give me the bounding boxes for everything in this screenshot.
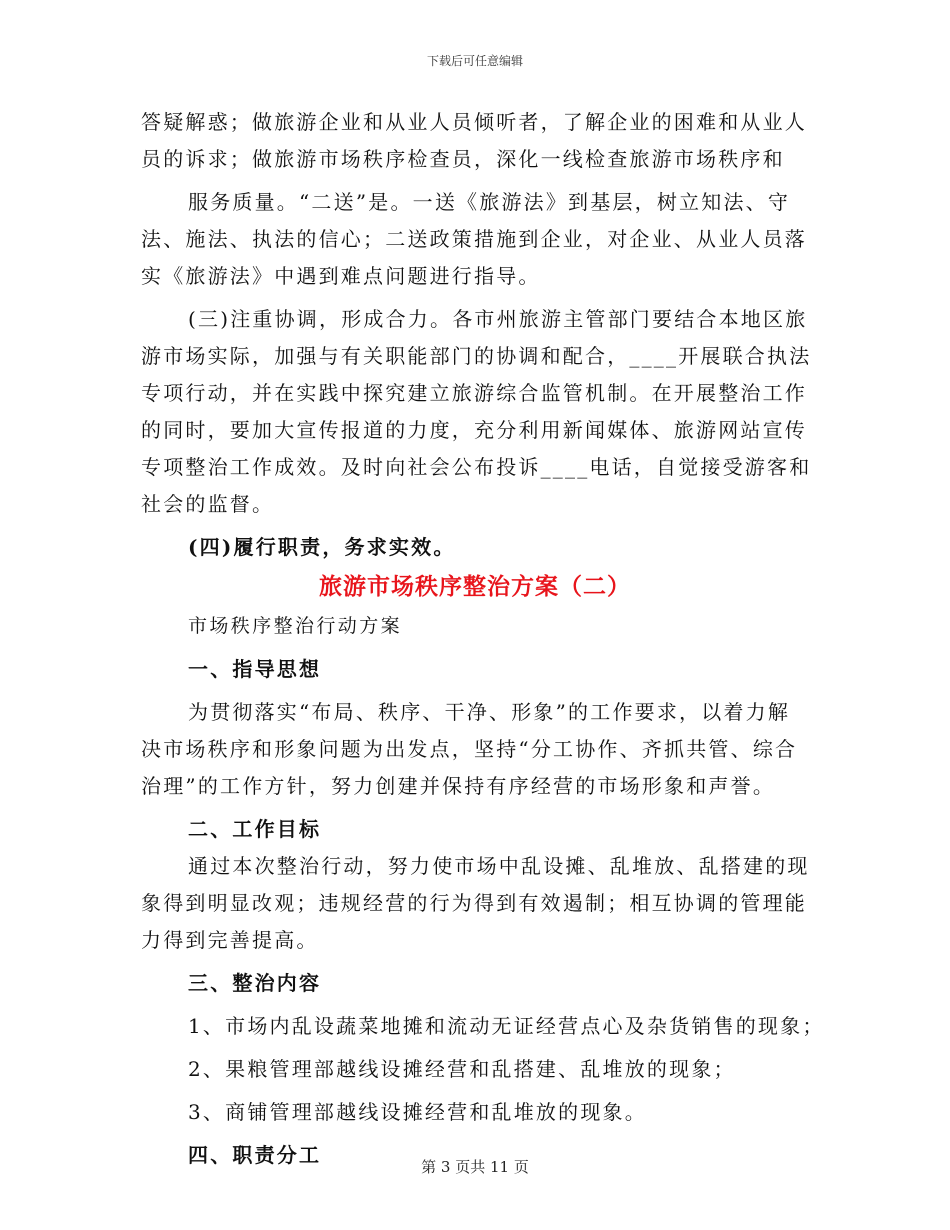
paragraph-line: 社会的监督。 bbox=[141, 492, 275, 516]
section-heading: (四)履行职责，务求实效。 bbox=[188, 535, 456, 559]
document-title: 旅游市场秩序整治方案（二） bbox=[319, 573, 631, 600]
paragraph-line: (三)注重协调，形成合力。各市州旅游主管部门要结合本地区旅 bbox=[188, 307, 808, 331]
paragraph-line: 法、施法、执法的信心；二送政策措施到企业，对企业、从业人员落 bbox=[141, 227, 807, 251]
paragraph-line: 专项行动，并在实践中探究建立旅游综合监管机制。在开展整治工作 bbox=[141, 381, 807, 405]
paragraph-line: 员的诉求；做旅游市场秩序检查员，深化一线检查旅游市场秩序和 bbox=[141, 147, 785, 171]
list-item: 2、果粮管理部越线设摊经营和乱搭建、乱堆放的现象； bbox=[188, 1057, 736, 1081]
section-heading: 二、工作目标 bbox=[188, 817, 322, 841]
paragraph-line: 象得到明显改观；违规经营的行为得到有效遏制；相互协调的管理能 bbox=[141, 891, 807, 915]
paragraph-line: 治理”的工作方针，努力创建并保持有序经营的市场形象和声誉。 bbox=[141, 774, 776, 798]
paragraph-line: 答疑解惑；做旅游企业和从业人员倾听者，了解企业的困难和从业人 bbox=[141, 110, 807, 134]
paragraph-line: 游市场实际，加强与有关职能部门的协调和配合，____开展联合执法 bbox=[141, 344, 812, 368]
page-footer: 第 3 页共 11 页 bbox=[421, 1158, 529, 1176]
list-item: 1、市场内乱设蔬菜地摊和流动无证经营点心及杂货销售的现象； bbox=[188, 1014, 825, 1038]
subtitle: 市场秩序整治行动方案 bbox=[188, 615, 403, 637]
paragraph-line: 的同时，要加大宣传报道的力度，充分利用新闻媒体、旅游网站宣传 bbox=[141, 418, 807, 442]
paragraph-line: 专项整治工作成效。及时向社会公布投诉____电话，自觉接受游客和 bbox=[141, 455, 812, 479]
document-body bbox=[141, 104, 825, 1174]
section-heading: 四、职责分工 bbox=[188, 1143, 322, 1167]
page-header: 下载后可任意编辑 bbox=[426, 54, 523, 68]
paragraph-line: 实《旅游法》中遇到难点问题进行指导。 bbox=[141, 264, 541, 288]
paragraph-line: 服务质量。“二送”是。一送《旅游法》到基层，树立知法、守 bbox=[188, 190, 791, 214]
section-heading: 一、指导思想 bbox=[188, 657, 322, 681]
paragraph-line: 为贯彻落实“布局、秩序、干净、形象”的工作要求，以着力解 bbox=[188, 700, 791, 724]
list-item: 3、商铺管理部越线设摊经营和乱堆放的现象。 bbox=[188, 1100, 647, 1124]
paragraph-line: 通过本次整治行动，努力使市场中乱设摊、乱堆放、乱搭建的现 bbox=[188, 854, 810, 878]
paragraph-line: 决市场秩序和形象问题为出发点，坚持“分工协作、齐抓共管、综合 bbox=[141, 737, 798, 761]
paragraph-line: 力得到完善提高。 bbox=[141, 928, 319, 952]
section-heading: 三、整治内容 bbox=[188, 971, 322, 995]
